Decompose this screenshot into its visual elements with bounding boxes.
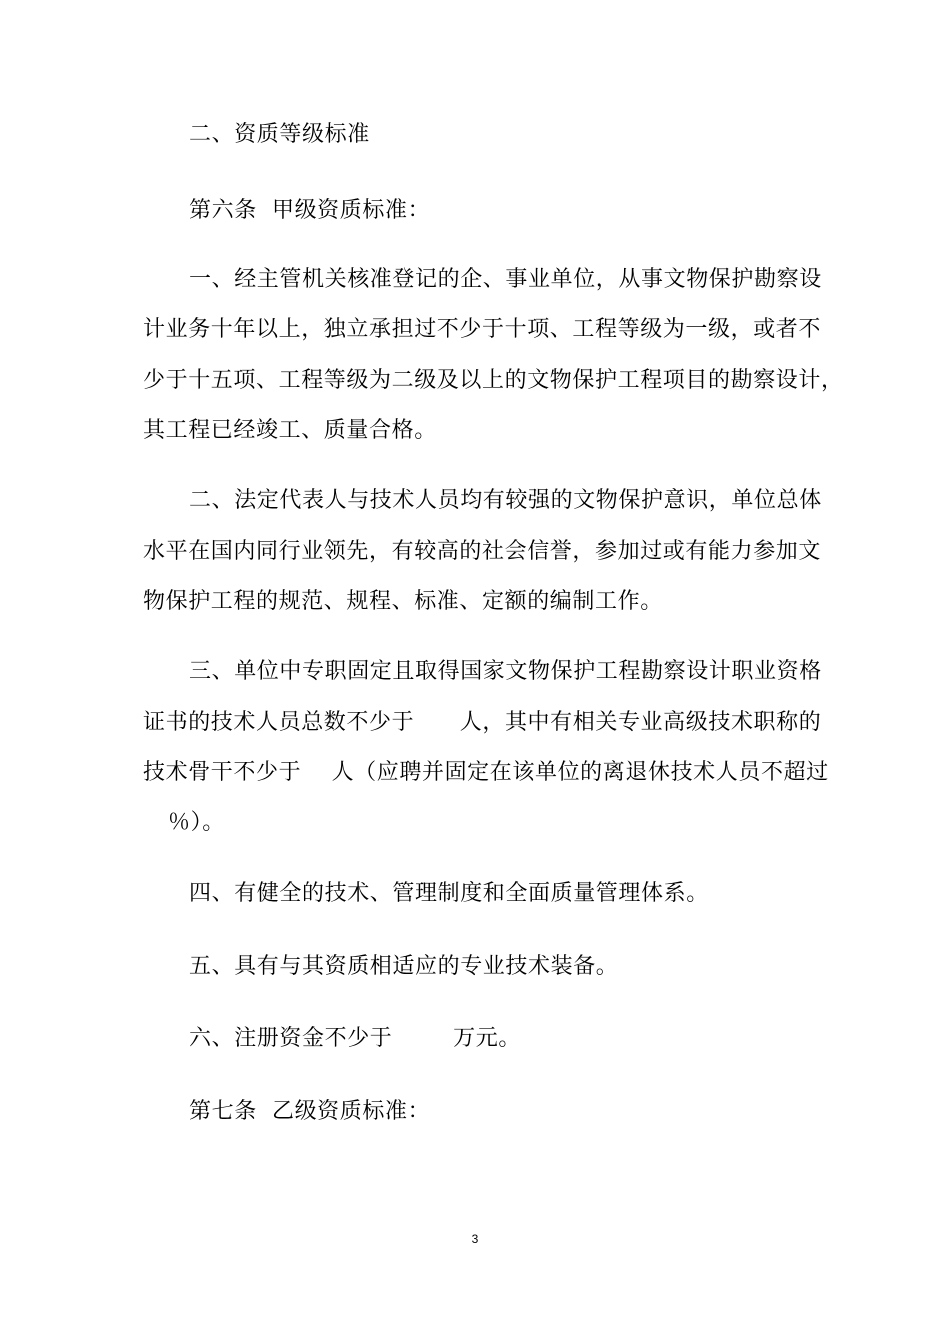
- paragraph-line: 其工程已经竣工、质量合格。: [143, 418, 437, 443]
- paragraph-line: 二、法定代表人与技术人员均有较强的文物保护意识，单位总体: [189, 488, 822, 513]
- paragraph-line: 四、有健全的技术、管理制度和全面质量管理体系。: [189, 881, 709, 906]
- page-number: 3: [471, 1232, 479, 1246]
- paragraph-line: 少于十五项、工程等级为二级及以上的文物保护工程项目的勘察设计，: [143, 368, 844, 393]
- paragraph-line: 物保护工程的规范、规程、标准、定额的编制工作。: [143, 589, 663, 614]
- paragraph-line: 水平在国内同行业领先，有较高的社会信誉，参加过或有能力参加文: [143, 539, 822, 564]
- paragraph-line: 计业务十年以上，独立承担过不少于十项、工程等级为一级，或者不: [143, 317, 822, 342]
- paragraph-line: 六、注册资金不少于 万元。: [189, 1026, 521, 1051]
- article-6-heading: 第六条 甲级资质标准：: [189, 198, 431, 223]
- paragraph-line: 三、单位中专职固定且取得国家文物保护工程勘察设计职业资格: [189, 659, 822, 684]
- paragraph-line: 五、具有与其资质相适应的专业技术装备。: [189, 954, 619, 979]
- paragraph-line: 技术骨干不少于 人（应聘并固定在该单位的离退休技术人员不超过: [143, 760, 829, 785]
- paragraph-line: 一、经主管机关核准登记的企、事业单位，从事文物保护勘察设: [189, 267, 822, 292]
- article-7-heading: 第七条 乙级资质标准：: [189, 1099, 431, 1124]
- section-heading: 二、资质等级标准: [189, 122, 370, 147]
- paragraph-line: 证书的技术人员总数不少于 人，其中有相关专业高级技术职称的: [143, 710, 822, 735]
- paragraph-line: ％）。: [168, 810, 225, 835]
